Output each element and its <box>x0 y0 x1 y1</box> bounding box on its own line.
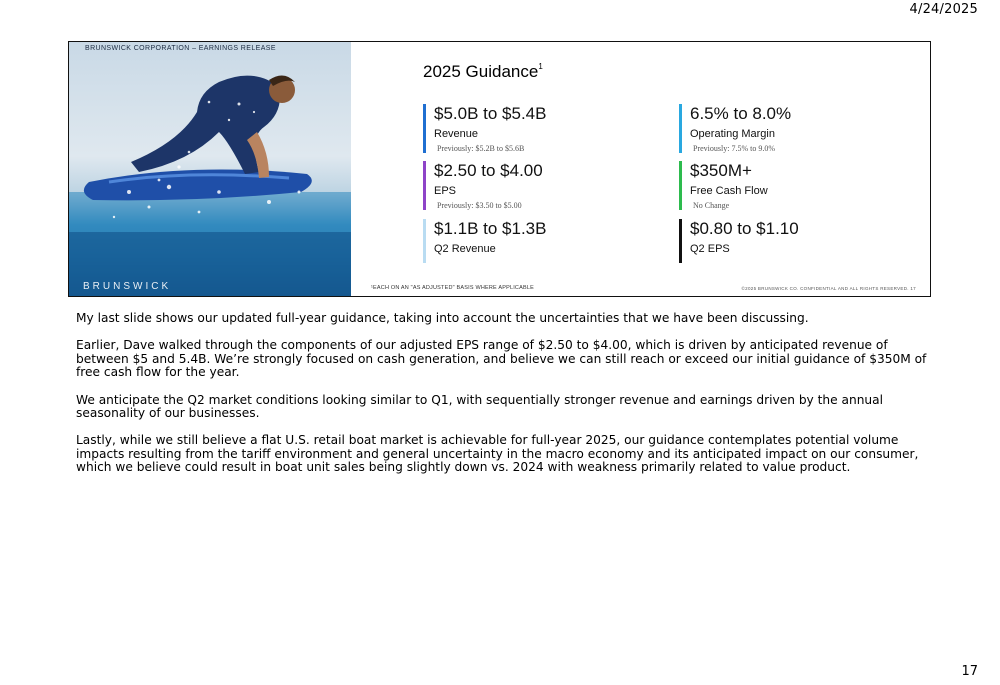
page-number: 17 <box>961 664 978 679</box>
slide-header: BRUNSWICK CORPORATION – EARNINGS RELEASE <box>85 45 276 52</box>
metric-label: Revenue <box>434 128 479 140</box>
notes-paragraph: Lastly, while we still believe a flat U.S. retail boat market is achievable for full-year 2025, our guidance contemplates potential volume impacts resulting from the tariff environment and general uncertainty in the macro economy and its anticipated impact on our consumer, which we believe could result in boat unit sales being slightly down vs. 2024 with weakness primarily related to value product. <box>76 433 919 475</box>
metric-value: $5.0B to $5.4B <box>434 104 547 123</box>
metric-note: Previously: 7.5% to 9.0% <box>693 144 775 153</box>
page-date: 4/24/2025 <box>909 2 978 17</box>
metric-label: Q2 Revenue <box>434 243 496 255</box>
metric-q2-eps <box>679 219 799 263</box>
slide-footnote: ¹EACH ON AN "AS ADJUSTED" BASIS WHERE APPLICABLE <box>371 285 534 291</box>
metric-label: Operating Margin <box>690 128 775 140</box>
metric-note: No Change <box>693 201 730 210</box>
notes-paragraph: Earlier, Dave walked through the components of our adjusted EPS range of $2.50 to $4.00, which is driven by anticipated revenue of between $5 and 5.4B. We’re strongly focused on cash generation, and believe we can still reach or exceed our initial guidance of $350M of free cash flow for the year. <box>76 338 927 380</box>
guidance-slide <box>68 41 931 297</box>
metric-eps <box>423 161 543 210</box>
notes-paragraph: My last slide shows our updated full-year guidance, taking into account the uncertainties that we have been discussing. <box>76 311 809 325</box>
metric-note: Previously: $5.2B to $5.6B <box>437 144 525 153</box>
metric-free-cash-flow <box>679 161 768 210</box>
title-footnote-marker: 1 <box>538 62 543 71</box>
metric-revenue <box>423 104 546 153</box>
metric-label: Q2 EPS <box>690 243 730 255</box>
slide-copyright: ©2025 BRUNSWICK CO. CONFIDENTIAL AND ALL RIGHTS RESERVED. 17 <box>741 286 916 291</box>
metric-note: Previously: $3.50 to $5.00 <box>437 201 522 210</box>
metric-value: 6.5% to 8.0% <box>690 104 792 123</box>
metric-label: Free Cash Flow <box>690 185 768 197</box>
surfer-photo <box>69 42 351 296</box>
slide-title-text: 2025 Guidance <box>423 62 539 81</box>
metric-value: $1.1B to $1.3B <box>434 219 547 238</box>
metric-value: $0.80 to $1.10 <box>690 219 799 238</box>
metric-operating-margin <box>679 104 791 153</box>
metric-q2-revenue <box>423 219 546 263</box>
speaker-notes <box>76 312 936 489</box>
slide-title <box>423 62 543 82</box>
notes-paragraph: We anticipate the Q2 market conditions looking similar to Q1, with sequentially stronger revenue and earnings driven by the annual seasonality of our businesses. <box>76 392 884 421</box>
metric-label: EPS <box>434 185 457 197</box>
metric-value: $350M+ <box>690 161 752 180</box>
brunswick-logo: BRUNSWICK <box>83 281 172 292</box>
surfer-illustration <box>69 42 351 296</box>
metric-value: $2.50 to $4.00 <box>434 161 543 180</box>
